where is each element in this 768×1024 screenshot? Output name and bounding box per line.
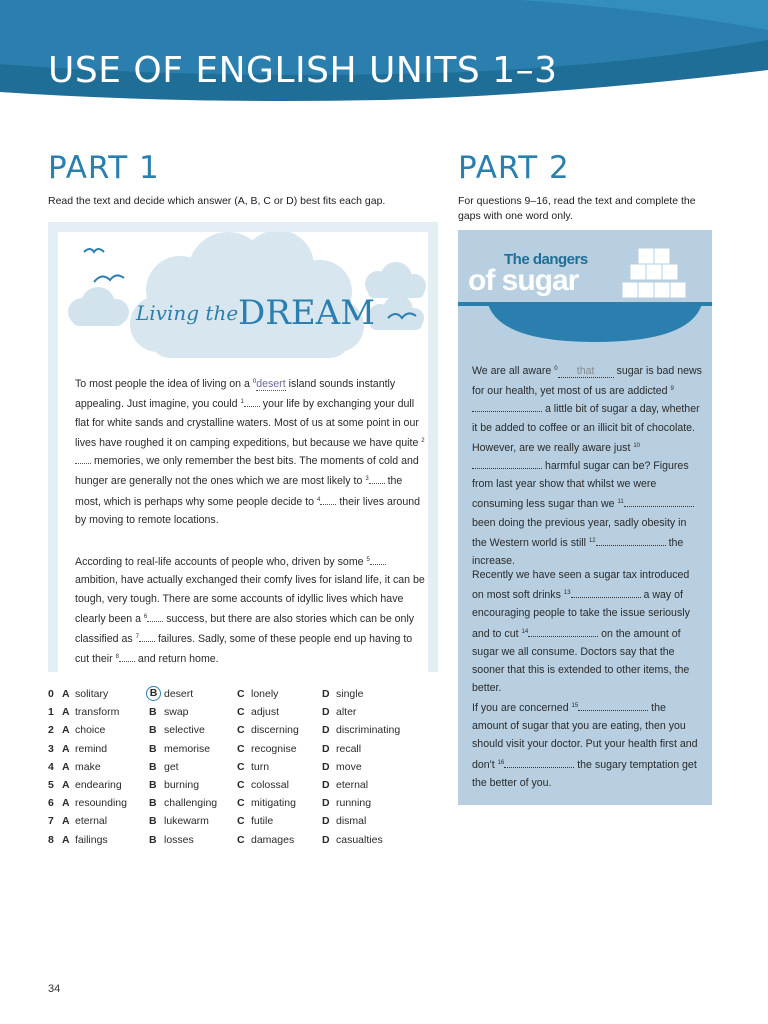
- option-row-0: 0 A solitary B desert C lonely D single: [48, 687, 364, 700]
- part2-title: PART 2: [458, 150, 570, 186]
- option-0-b[interactable]: desert: [164, 688, 194, 700]
- option-0-d[interactable]: single: [336, 688, 364, 700]
- header-banner: [0, 0, 768, 130]
- option-6-d[interactable]: running: [336, 797, 372, 810]
- option-7-a[interactable]: eternal: [75, 815, 108, 828]
- option-2-d[interactable]: discriminating: [336, 724, 401, 737]
- gap-0-answer: that: [558, 365, 614, 378]
- part1-paragraph-2: According to real-life accounts of people who, driven by some $^5$ ambition, have actually exchanged their comfy lives for island life, it can be tough, very tough. There are some accounts of idyllic lives which have clearly been a $^6$ success, but there are also stories which can be only classified as $^7$ failures. Sadly, some of these people end up having to cut their $^8$ and return home.: [75, 556, 425, 666]
- option-2-c[interactable]: discerning: [251, 724, 299, 737]
- option-3-d[interactable]: recall: [336, 742, 362, 755]
- option-6-c[interactable]: mitigating: [251, 797, 296, 810]
- gap-0-answer: desert: [256, 378, 286, 390]
- option-7-d[interactable]: dismal: [336, 815, 367, 828]
- option-row-6: 6 A resounding B challenging C mitigating D running: [48, 797, 372, 810]
- sugar-header-illustration: [458, 230, 712, 345]
- bowl-icon: [488, 304, 702, 342]
- option-1-a[interactable]: transform: [75, 706, 120, 719]
- option-0-a[interactable]: solitary: [75, 688, 109, 700]
- option-row-1: 1 A transform B swap C adjust D alter: [48, 706, 357, 719]
- part2-instruction: For questions 9–16, read the text and complete the gaps with one word only.: [458, 195, 696, 222]
- part1-paragraph-1: To most people the idea of living on a $^0$desert island sounds instantly appealing. Just imagine, you could $^1$ your life by exchanging your dull flat for white sands and crystalline waters. Most of us at some point in our lives have roughed it on camping expeditions, but because we have quite $^2$ memories, we only remember the best bits. The moments of cold and hunger are generally not the ones which we are most likely to $^3$ the most, which is perhaps why some people decide to $^4$ their lives around by moving to remote locations.: [75, 378, 425, 527]
- option-5-c[interactable]: colossal: [251, 778, 289, 791]
- option-8-c[interactable]: damages: [251, 833, 295, 846]
- gap-4[interactable]: [320, 504, 336, 505]
- gap-5[interactable]: [370, 564, 386, 565]
- cloud-icon: [68, 287, 129, 326]
- article-title-main: DREAM: [238, 293, 376, 333]
- sugar-title-line1: The dangers: [504, 251, 588, 268]
- option-5-d[interactable]: eternal: [336, 778, 369, 791]
- selected-answer-circle: B: [146, 686, 161, 701]
- option-5-b[interactable]: burning: [164, 778, 200, 791]
- gap-11[interactable]: [624, 506, 694, 507]
- option-row-8: 8 A failings B losses C damages D casualties: [48, 833, 383, 846]
- part2-paragraph-1: We are all aware $^0$ that sugar is bad news for our health, yet most of us are addicted $^9$ a little bit of sugar a day, whether it be added to coffee or an illicit bit of chocolate. However, are we really aware just $^{10}$ harmful sugar can be? Figures from last year show that whilst we were consuming less sugar than we $^{11}$ been doing the previous year, sadly obesity in the Western world is still $^{12}$ the increase.: [472, 365, 702, 568]
- gap-7[interactable]: [139, 641, 155, 642]
- article-title-script: Living the: [136, 301, 239, 325]
- gap-16[interactable]: [504, 767, 574, 768]
- gap-15[interactable]: [578, 710, 648, 711]
- gap-8[interactable]: [119, 661, 135, 662]
- option-row-7: 7 A eternal B lukewarm C futile D dismal: [48, 815, 367, 828]
- option-1-b[interactable]: swap: [164, 706, 189, 719]
- option-2-b[interactable]: selective: [164, 724, 205, 737]
- answer-options: [48, 688, 428, 852]
- option-7-b[interactable]: lukewarm: [164, 815, 209, 828]
- option-8-d[interactable]: casualties: [336, 833, 383, 846]
- sugar-title-line2: of sugar: [468, 264, 579, 297]
- part2-paragraph-3: If you are concerned $^{15}$ the amount of sugar that you are eating, then you should visit your doctor. Put your health first and don't $^{16}$ the sugary temptation get the better of you.: [472, 702, 698, 789]
- option-8-a[interactable]: failings: [75, 833, 108, 846]
- page-number: 34: [48, 983, 61, 995]
- option-3-a[interactable]: remind: [75, 742, 108, 755]
- gap-6[interactable]: [147, 621, 163, 622]
- option-row-4: 4 A make B get C turn D move: [48, 760, 362, 773]
- gap-10[interactable]: [472, 468, 542, 469]
- option-8-b[interactable]: losses: [164, 833, 194, 846]
- part2-paragraph-2: Recently we have seen a sugar tax introduced on most soft drinks $^{13}$ a way of encouraging people to take the issue seriously and to cut $^{14}$ on the amount of sugar we all consume. Doctors say that the sooner that this is extended to other items, the better.: [472, 569, 690, 695]
- gap-3[interactable]: [369, 483, 385, 484]
- option-7-c[interactable]: futile: [251, 815, 274, 828]
- gap-2[interactable]: [75, 463, 91, 464]
- option-4-c[interactable]: turn: [251, 760, 270, 773]
- gap-1[interactable]: [244, 406, 260, 407]
- option-row-5: 5 A endearing B burning C colossal D eternal: [48, 778, 369, 791]
- option-4-a[interactable]: make: [75, 760, 101, 773]
- part1-instruction: Read the text and decide which answer (A, B, C or D) best fits each gap.: [48, 195, 386, 207]
- page-title: USE OF ENGLISH UNITS 1–3: [48, 50, 558, 91]
- part1-title: PART 1: [48, 150, 160, 186]
- option-6-b[interactable]: challenging: [164, 797, 218, 810]
- option-row-2: 2 A choice B selective C discerning D discriminating: [48, 724, 401, 737]
- option-4-b[interactable]: get: [164, 760, 179, 773]
- option-5-a[interactable]: endearing: [75, 778, 122, 791]
- option-row-3: 3 A remind B memorise C recognise D recall: [48, 742, 362, 755]
- sugar-cubes-icon: [622, 248, 686, 298]
- cloud-icon: [368, 295, 424, 330]
- option-1-c[interactable]: adjust: [251, 706, 280, 719]
- gap-9[interactable]: [472, 411, 542, 412]
- option-1-d[interactable]: alter: [336, 706, 357, 719]
- option-2-a[interactable]: choice: [75, 724, 106, 737]
- article-header-illustration: [58, 232, 428, 362]
- option-0-c[interactable]: lonely: [251, 688, 279, 700]
- option-6-a[interactable]: resounding: [75, 797, 127, 810]
- gap-14[interactable]: [528, 636, 598, 637]
- gap-12[interactable]: [596, 545, 666, 546]
- option-3-b[interactable]: memorise: [164, 742, 211, 755]
- option-4-d[interactable]: move: [336, 760, 362, 773]
- option-3-c[interactable]: recognise: [251, 742, 297, 755]
- gap-13[interactable]: [571, 597, 641, 598]
